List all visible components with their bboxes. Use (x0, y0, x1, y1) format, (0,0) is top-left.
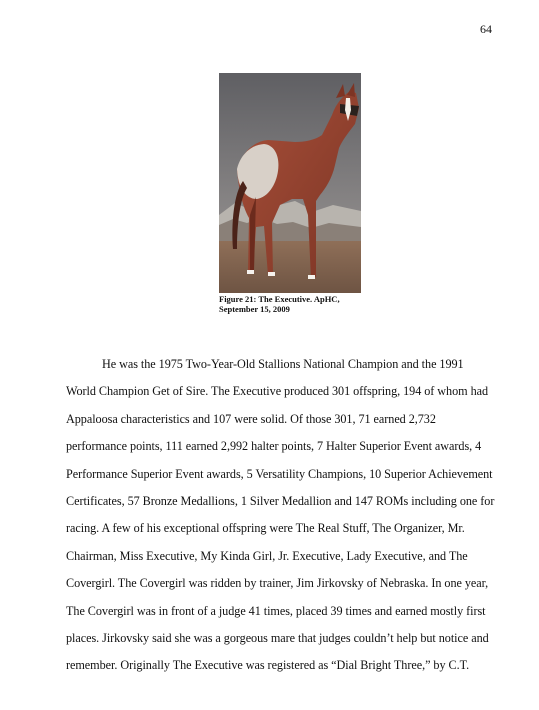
body-line: racing. A few of his exceptional offspring were The Real Stuff, The Organizer, Mr. (66, 521, 465, 536)
body-line: He was the 1975 Two-Year-Old Stallions National Champion and the 1991 (102, 357, 464, 371)
body-line: Performance Superior Event awards, 5 Versatility Champions, 10 Superior Achievement (66, 466, 493, 481)
body-line: places. Jirkovsky said she was a gorgeous mare that judges couldn’t help but notice and (66, 630, 489, 645)
body-paragraph (66, 351, 506, 680)
body-line: Certificates, 57 Bronze Medallions, 1 Silver Medallion and 147 ROMs including one for (66, 493, 495, 508)
body-line: remember. Originally The Executive was registered as “Dial Bright Three,” by C.T. (66, 658, 470, 673)
body-line: World Champion Get of Sire. The Executive produced 301 offspring, 194 of whom had (66, 384, 489, 399)
body-line: performance points, 111 earned 2,992 halter points, 7 Halter Superior Event awards, 4 (66, 439, 482, 454)
body-line: Covergirl. The Covergirl was ridden by trainer, Jim Jirkovsky of Nebraska. In one year, (66, 576, 489, 591)
figure-caption (219, 294, 389, 314)
body-line: Appaloosa characteristics and 107 were solid. Of those 301, 71 earned 2,732 (66, 411, 436, 426)
figure-caption-line-2: September 15, 2009 (219, 304, 290, 314)
body-line: Chairman, Miss Executive, My Kinda Girl, Jr. Executive, Lady Executive, and The (66, 548, 468, 563)
figure-caption-line-1: Figure 21: The Executive. ApHC, (219, 294, 340, 304)
body-line: The Covergirl was in front of a judge 41 times, placed 39 times and earned mostly first (66, 603, 486, 618)
page-number: 64 (480, 22, 492, 36)
horse-photo (219, 73, 361, 293)
